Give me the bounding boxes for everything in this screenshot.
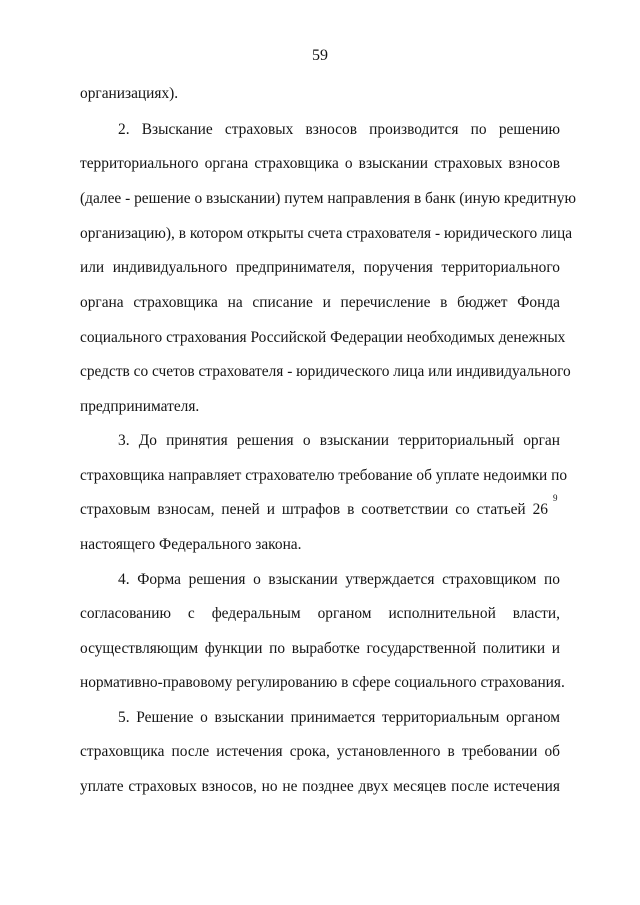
text-line: организациях). — [80, 85, 179, 102]
text-line: органа страховщика на списание и перечисление в бюджет Фонда — [80, 294, 560, 311]
text-line: предпринимателя. — [80, 398, 200, 415]
text-line: территориального органа страховщика о взыскании страховых взносов — [80, 155, 560, 172]
text-line: страховщика после истечения срока, установленного в требовании об — [80, 743, 560, 760]
text-line: социального страхования Российской Федерации необходимых денежных — [80, 329, 566, 346]
text-line: уплате страховых взносов, но не позднее двух месяцев после истечения — [80, 778, 560, 795]
text-line: осуществляющим функции по выработке государственной политики и — [80, 640, 560, 657]
text-line: средств со счетов страхователя - юридического лица или индивидуального — [80, 363, 571, 380]
text-line: организацию), в котором открыты счета страхователя - юридического лица — [80, 225, 573, 242]
paragraph-2-first-line: 2. Взыскание страховых взносов производится по решению — [118, 121, 560, 138]
text-line: страховым взносам, пеней и штрафов в соответствии со статьей 26 — [80, 501, 548, 518]
text-line: нормативно-правовому регулированию в сфере социального страхования. — [80, 674, 565, 691]
paragraph-3-first-line: 3. До принятия решения о взыскании территориальный орган — [118, 432, 560, 449]
text-line: (далее - решение о взыскании) путем направления в банк (иную кредитную — [80, 190, 576, 207]
paragraph-4-first-line: 4. Форма решения о взыскании утверждается страховщиком по — [118, 571, 560, 588]
text-line: страховщика направляет страхователю требование об уплате недоимки по — [80, 467, 568, 484]
text-line: настоящего Федерального закона. — [80, 536, 302, 553]
paragraph-5-first-line: 5. Решение о взыскании принимается территориальным органом — [118, 709, 560, 726]
text-line-with-article-ref — [80, 500, 548, 520]
text-line: согласованию с федеральным органом исполнительной власти, — [80, 605, 560, 622]
text-line: или индивидуального предпринимателя, поручения территориального — [80, 259, 560, 276]
page-number: 59 — [312, 47, 328, 64]
article-superscript: 9 — [553, 493, 558, 503]
